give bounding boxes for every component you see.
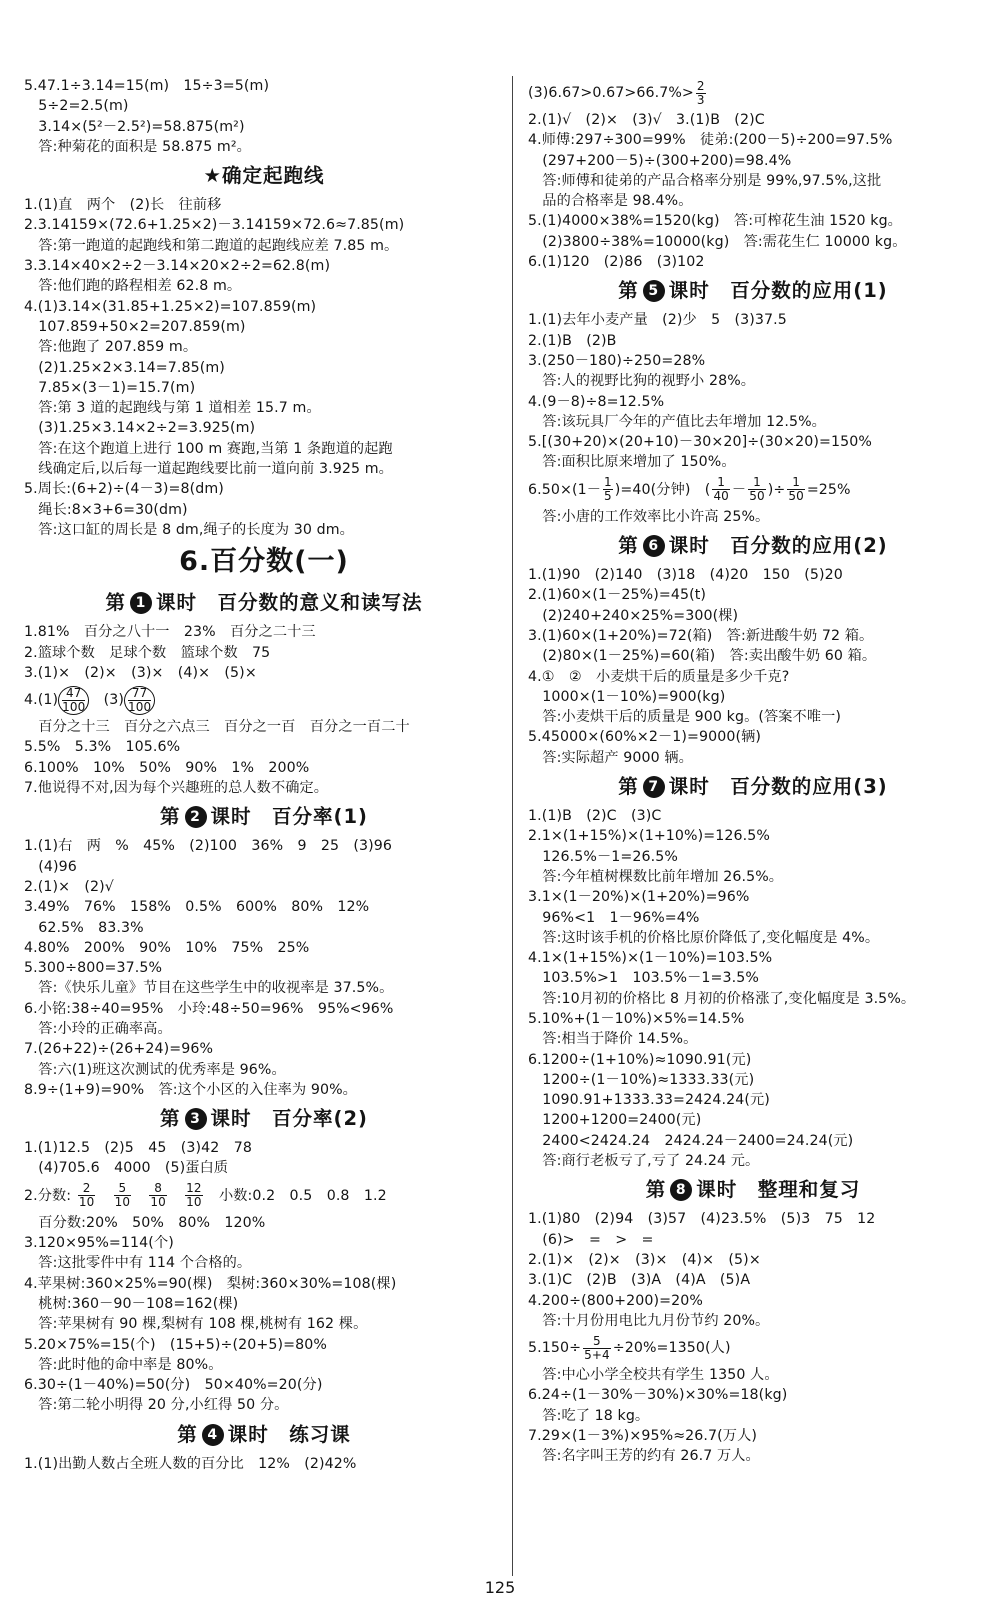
answer-line: 答:名字叫王芳的约有 26.7 万人。 [528, 1448, 760, 1465]
answer-line: 5.[(30+20)×(20+10)－30×20]÷(30×20)=150% [528, 434, 873, 451]
lesson3-heading [24, 1100, 504, 1138]
answer-line: 答:该玩具厂今年的产值比去年增加 12.5%。 [528, 413, 826, 430]
top-answers [528, 110, 978, 272]
answer-line: 答:吃了 18 kg。 [528, 1407, 650, 1424]
fraction [78, 1182, 95, 1209]
left-column [24, 76, 504, 1474]
lesson-number-badge: 5 [643, 280, 665, 302]
text: 6.50×(1－ [528, 481, 602, 498]
denominator: 50 [788, 489, 804, 504]
answer-line: 答:六(1)班这次测试的优秀率是 96%。 [24, 1061, 286, 1078]
answer-line: 2.1×(1+15%)×(1+10%)=126.5% [528, 828, 770, 845]
numerator: 47 [62, 687, 85, 701]
numerator: 2 [696, 78, 705, 93]
text: ÷20%=1350(人) [612, 1340, 731, 1357]
answer-line-fractions [528, 1331, 978, 1365]
answer-line: 4.苹果树:360×25%=90(棵) 梨树:360×30%=108(棵) [24, 1275, 397, 1292]
answer-line: (4)96 [24, 858, 77, 875]
answer-line: 103.5%>1 103.5%－1=3.5% [528, 970, 759, 987]
denominator: 10 [78, 1195, 95, 1210]
answer-line: 3.(1)C (2)B (3)A (4)A (5)A [528, 1272, 751, 1289]
answer-line: 答:中心小学全校共有学生 1350 人。 [528, 1367, 779, 1384]
answer-line: 1.81% 百分之八十一 23% 百分之二十三 [24, 624, 316, 641]
lesson-title: 课时 百分数的意义和读写法 [156, 591, 423, 615]
lesson-number-badge: 8 [670, 1179, 692, 1201]
section-body [24, 195, 504, 540]
lesson8-body-cont [528, 1365, 978, 1466]
lesson6-heading [528, 527, 978, 565]
lesson-number-badge: 7 [643, 776, 665, 798]
answer-line: 5.45000×(60%×2－1)=9000(辆) [528, 729, 762, 746]
lesson8-heading [528, 1171, 978, 1209]
lesson-title: 课时 百分数的应用(1) [668, 279, 888, 303]
answer-line: 1000×(1－10%)=900(kg) [528, 688, 726, 705]
answer-line: 4.200÷(800+200)=20% [528, 1292, 703, 1309]
fraction [149, 1182, 166, 1209]
answer-line: 答:苹果树有 90 棵,梨树有 108 棵,桃树有 162 棵。 [24, 1316, 368, 1333]
answer-line: 答:第 3 道的起跑线与第 1 道相差 15.7 m。 [24, 400, 321, 417]
answer-line: 1.(1)右 两 % 45% (2)100 36% 9 25 (3)96 [24, 838, 393, 855]
answer-line: (2)240+240×25%=300(棵) [528, 607, 739, 624]
fraction [603, 476, 613, 503]
denominator: 5 [604, 489, 612, 504]
denominator: 3 [696, 92, 705, 107]
lesson-title: 课时 百分数的应用(2) [668, 534, 888, 558]
denominator: 10 [186, 1195, 202, 1210]
lesson-title: 课时 百分数的应用(3) [668, 775, 888, 799]
answer-line: 1.(1)B (2)C (3)C [528, 808, 662, 825]
circled-fraction [124, 686, 155, 715]
lesson-title: 课时 百分率(2) [210, 1107, 368, 1131]
answer-line: 3.49% 76% 158% 0.5% 600% 80% 12% [24, 899, 370, 916]
answer-line: 5.5% 5.3% 105.6% [24, 739, 181, 756]
answer-line: 6.30÷(1－40%)=50(分) 50×40%=20(分) [24, 1377, 323, 1394]
answer-line-fractions [24, 683, 504, 717]
answer-line: 8.9÷(1+9)=90% 答:这个小区的入住率为 90%。 [24, 1081, 357, 1098]
answer-line: 答:这时该手机的价格比原价降低了,变化幅度是 4%。 [528, 929, 880, 946]
lesson-prefix: 第 [177, 1422, 198, 1446]
answer-line: 5.周长:(6+2)÷(4－3)=8(dm) [24, 481, 224, 498]
answer-line: 答:第一跑道的起跑线和第二跑道的起跑线应差 7.85 m。 [24, 237, 399, 254]
answer-line: 2.(1)× (2)√ [24, 878, 114, 895]
fraction [748, 476, 765, 503]
answer-line: 答:人的视野比狗的视野小 28%。 [528, 373, 756, 390]
text: (3) [89, 692, 125, 709]
denominator: 100 [62, 699, 86, 714]
answer-line: 6.(1)120 (2)86 (3)102 [528, 254, 705, 271]
answer-line: 2.(1)B (2)B [528, 332, 617, 349]
answer-line: 绳长:8×3+6=30(dm) [24, 501, 188, 518]
chapter-title: 6.百分数(一) [179, 546, 349, 578]
answer-line: 5.(1)4000×38%=1520(kg) 答:可榨花生油 1520 kg。 [528, 213, 902, 230]
text: )÷ [767, 481, 786, 498]
answer-line: 百分数:20% 50% 80% 120% [24, 1214, 266, 1231]
fraction [583, 1335, 611, 1362]
answer-line-fractions [528, 76, 978, 110]
answer-line: 96%<1 1－96%=4% [528, 909, 700, 926]
lesson-prefix: 第 [645, 1178, 667, 1202]
answer-line: 1.(1)直 两个 (2)长 往前移 [24, 197, 222, 214]
answer-line: 126.5%－1=26.5% [528, 848, 678, 865]
lesson1-body [24, 622, 504, 683]
answer-line: 1.(1)出勤人数占全班人数的百分比 12% (2)42% [24, 1455, 357, 1472]
lesson5-heading [528, 272, 978, 310]
numerator: 5 [583, 1335, 611, 1349]
answer-line: (4)705.6 4000 (5)蛋白质 [24, 1160, 229, 1177]
section-title: ★确定起跑线 [203, 164, 325, 188]
text: － [731, 481, 747, 498]
answer-line: 2.篮球个数 足球个数 篮球个数 75 [24, 644, 271, 661]
numerator: 1 [748, 476, 765, 490]
fraction [712, 476, 729, 503]
text: (3)6.67>0.67>66.7%> [528, 85, 694, 101]
answer-line: 107.859+50×2=207.859(m) [24, 318, 246, 335]
answer-line: 1.(1)12.5 (2)5 45 (3)42 78 [24, 1140, 252, 1157]
lesson4-heading [24, 1416, 504, 1454]
answer-line: 4.(9－8)÷8=12.5% [528, 393, 665, 410]
lesson3-body [24, 1138, 504, 1179]
lesson-number-badge: 3 [185, 1108, 207, 1130]
answer-line: 62.5% 83.3% [24, 919, 144, 936]
lesson-title: 课时 整理和复习 [696, 1178, 861, 1202]
lesson2-heading [24, 798, 504, 836]
answer-line: 线确定后,以后每一道起跑线要比前一道向前 3.925 m。 [24, 461, 393, 478]
answer-line: 4.1×(1+15%)×(1－10%)=103.5% [528, 950, 773, 967]
lesson8-body [528, 1209, 978, 1331]
answer-line: 答:他们跑的路程相差 62.8 m。 [24, 278, 242, 295]
answer-line: (2)3800÷38%=10000(kg) 答:需花生仁 10000 kg。 [528, 233, 907, 250]
answer-line: 3.3.14×40×2÷2－3.14×20×2÷2=62.8(m) [24, 258, 331, 275]
answer-line: 品的合格率是 98.4%。 [528, 193, 693, 210]
answer-line: 1.(1)去年小麦产量 (2)少 5 (3)37.5 [528, 312, 787, 329]
fraction [696, 80, 706, 107]
answer-line: 答:在这个跑道上进行 100 m 赛跑,当第 1 条跑道的起跑 [24, 440, 393, 457]
answer-line: 答:这批零件中有 114 个合格的。 [24, 1255, 252, 1272]
answer-line: 6.100% 10% 50% 90% 1% 200% [24, 759, 310, 776]
lesson-prefix: 第 [105, 591, 126, 615]
answer-line: 答:面积比原来增加了 150%。 [528, 454, 736, 471]
fraction [114, 1182, 131, 1209]
answer-line: 5.300÷800=37.5% [24, 960, 163, 977]
answer-line: 答:种菊花的面积是 58.875 m²。 [24, 138, 251, 155]
denominator: 100 [128, 699, 152, 714]
text: =25% [806, 481, 851, 498]
denominator: 10 [150, 1195, 166, 1210]
answer-line: 2400<2424.24 2424.24－2400=24.24(元) [528, 1132, 854, 1149]
lesson3-body-cont [24, 1213, 504, 1416]
answer-line: 答:商行老板亏了,亏了 24.24 元。 [528, 1153, 760, 1170]
answer-line: 3.14×(5²－2.5²)=58.875(m²) [24, 118, 245, 135]
answer-line: 2.(1)60×(1－25%)=45(t) [528, 587, 707, 604]
answer-line: 1090.91+1333.33=2424.24(元) [528, 1092, 770, 1109]
answer-line: 4.80% 200% 90% 10% 75% 25% [24, 939, 310, 956]
answer-line: 6.1200÷(1+10%)≈1090.91(元) [528, 1051, 752, 1068]
answer-line: 7.85×(3－1)=15.7(m) [24, 379, 196, 396]
denominator: 50 [749, 489, 765, 504]
answer-line: 1.(1)90 (2)140 (3)18 (4)20 150 (5)20 [528, 567, 843, 584]
numerator: 77 [128, 687, 151, 701]
answer-line: 7.29×(1－3%)×95%≈26.7(万人) [528, 1428, 758, 1445]
numerator: 8 [149, 1182, 166, 1196]
answer-line: 1200÷(1－10%)≈1333.33(元) [528, 1071, 755, 1088]
answer-line: 3.(250－180)÷250=28% [528, 352, 706, 369]
answer-line: 4.(1)3.14×(31.85+1.25×2)=107.859(m) [24, 298, 317, 315]
answer-line: 答:10月初的价格比 8 月初的价格涨了,变化幅度是 3.5%。 [528, 990, 916, 1007]
column-divider [512, 76, 513, 1576]
answer-line: 答:此时他的命中率是 80%。 [24, 1356, 223, 1373]
answer-line: 答:今年植树棵数比前年增加 26.5%。 [528, 868, 784, 885]
answer-line: 桃树:360－90－108=162(棵) [24, 1295, 239, 1312]
answer-line: 3.(1)× (2)× (3)× (4)× (5)× [24, 664, 257, 681]
numerator: 1 [712, 476, 729, 490]
lesson7-heading [528, 768, 978, 806]
text: 小数:0.2 0.5 0.8 1.2 [204, 1187, 387, 1204]
numerator: 1 [787, 476, 804, 490]
answer-line: 5.20×75%=15(个) (15+5)÷(20+5)=80% [24, 1336, 327, 1353]
lesson-prefix: 第 [160, 805, 181, 829]
lesson-title: 课时 练习课 [227, 1422, 351, 1446]
right-column [528, 76, 978, 1467]
denominator: 10 [114, 1195, 131, 1210]
fraction [787, 476, 804, 503]
answer-line: 答:相当于降价 14.5%。 [528, 1031, 698, 1048]
answer-line: 5÷2=2.5(m) [24, 98, 129, 115]
lesson-number-badge: 4 [202, 1424, 224, 1446]
lesson4-body [24, 1454, 504, 1474]
lesson6-body [528, 565, 978, 768]
fraction [185, 1182, 202, 1209]
lesson1-heading [24, 584, 504, 622]
text: 4.(1) [24, 692, 59, 709]
answer-line: 答:这口缸的周长是 8 dm,绳子的长度为 30 dm。 [24, 521, 354, 538]
answer-line: 7.他说得不对,因为每个兴趣班的总人数不确定。 [24, 780, 329, 797]
answer-line: 2.(1)√ (2)× (3)√ 3.(1)B (2)C [528, 112, 765, 128]
answer-line: 6.小铭:38÷40=95% 小玲:48÷50=96% 95%<96% [24, 1000, 394, 1017]
lesson-prefix: 第 [618, 279, 639, 303]
denominator: 5+4 [584, 1347, 610, 1362]
circled-fraction [58, 686, 89, 715]
answer-line: 百分之十三 百分之六点三 百分之一百 百分之一百二十 [24, 719, 410, 736]
answer-line: 2.3.14159×(72.6+1.25×2)－3.14159×72.6≈7.85(m) [24, 217, 405, 234]
answer-line: (297+200－5)÷(300+200)=98.4% [528, 152, 792, 169]
answer-line: 答:第二轮小明得 20 分,小红得 50 分。 [24, 1397, 289, 1414]
answer-line: 4.① ② 小麦烘干后的质量是多少千克? [528, 668, 790, 685]
answer-line: 1200+1200=2400(元) [528, 1112, 702, 1129]
lesson2-body [24, 836, 504, 1100]
numerator: 12 [186, 1181, 202, 1196]
answer-line: 答:小麦烘干后的质量是 900 kg。(答案不唯一) [528, 709, 842, 726]
text: )=40(分钟) ( [614, 481, 711, 498]
answer-line: 1.(1)80 (2)94 (3)57 (4)23.5% (5)3 75 12 [528, 1211, 876, 1228]
lesson-number-badge: 1 [130, 592, 152, 614]
answer-line: (2)80×(1－25%)=60(箱) 答:卖出酸牛奶 60 箱。 [528, 648, 877, 665]
lesson-prefix: 第 [618, 534, 639, 558]
answer-line: 答:十月份用电比九月份节约 20%。 [528, 1312, 770, 1329]
lesson7-body [528, 806, 978, 1171]
text: 5.150÷ [528, 1340, 582, 1357]
denominator: 40 [713, 489, 729, 504]
answer-line: 4.师傅:297÷300=99% 徒弟:(200－5)÷200=97.5% [528, 132, 893, 149]
answer-line: 答:小唐的工作效率比小许高 25%。 [528, 508, 770, 525]
answer-line: 答:小玲的正确率高。 [24, 1020, 172, 1037]
answer-line: 3.(1)60×(1+20%)=72(箱) 答:新进酸牛奶 72 箱。 [528, 627, 874, 644]
answer-line: 5.47.1÷3.14=15(m) 15÷3=5(m) [24, 78, 270, 94]
lesson1-body-cont [24, 717, 504, 798]
answer-line: 答:师傅和徒弟的产品合格率分别是 99%,97.5%,这批 [528, 172, 882, 189]
lesson-title: 课时 百分率(1) [210, 805, 368, 829]
page-number: 125 [484, 1578, 516, 1597]
answer-line: 答:他跑了 207.859 m。 [24, 339, 198, 356]
answer-line: 3.1×(1－20%)×(1+20%)=96% [528, 889, 750, 906]
text: 2.分数: [24, 1187, 72, 1204]
numerator: 2 [78, 1182, 95, 1196]
answer-line: 2.(1)× (2)× (3)× (4)× (5)× [528, 1251, 761, 1268]
answer-line: 5.10%+(1－10%)×5%=14.5% [528, 1010, 745, 1027]
answer-line: (2)1.25×2×3.14=7.85(m) [24, 359, 225, 376]
lesson5-body [528, 310, 978, 472]
answer-line: 6.24÷(1－30%－30%)×30%=18(kg) [528, 1387, 788, 1404]
lesson-prefix: 第 [160, 1107, 181, 1131]
answer-line: 3.120×95%=114(个) [24, 1235, 174, 1252]
lesson-prefix: 第 [618, 775, 639, 799]
answer-line: (3)1.25×3.14×2÷2=3.925(m) [24, 420, 256, 437]
answer-line: 答:《快乐儿童》节目在这些学生中的收视率是 37.5%。 [24, 980, 394, 997]
answer-line: 答:实际超产 9000 辆。 [528, 749, 693, 766]
answer-line-fractions [528, 473, 978, 507]
answer-line-fractions [24, 1179, 504, 1213]
answer-line: 7.(26+22)÷(26+24)=96% [24, 1041, 214, 1058]
top-answers [24, 76, 504, 157]
lesson-number-badge: 6 [643, 535, 665, 557]
lesson-number-badge: 2 [185, 806, 207, 828]
answer-line: (6)> = > = [528, 1231, 654, 1248]
numerator: 1 [604, 475, 612, 490]
numerator: 5 [114, 1182, 131, 1196]
